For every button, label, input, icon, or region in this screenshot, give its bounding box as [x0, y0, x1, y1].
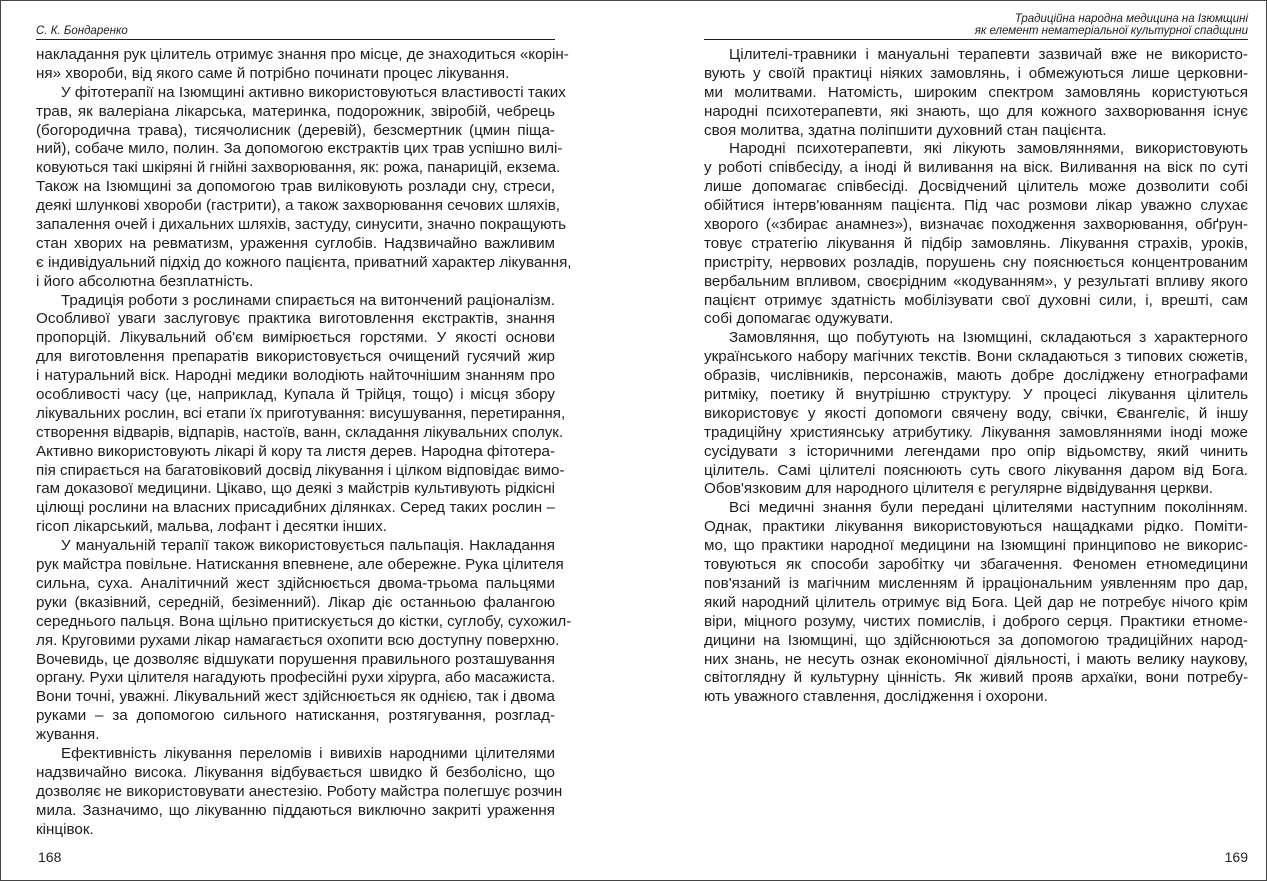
text-line: руки (вказівний, середній, безіменний). Лікар діє останньою фалангою — [36, 593, 555, 611]
text-line: лікувальних рослин, всі етапи їх приготування: висушування, перетирання, — [36, 404, 566, 422]
running-head — [36, 12, 555, 40]
text-line: пов'язаний із магічним мисленням й ірраціональним уявленням про дар, — [704, 574, 1248, 592]
text-line: особливості часу (це, наприклад, Купала й Трійця, тощо) і місця збору — [36, 386, 555, 404]
text-line: Вочевидь, це дозволяє відшукати порушення правильного розташування — [36, 650, 555, 668]
text-line: Традиція роботи з рослинами спирається на витончений раціоналізм. — [61, 291, 555, 309]
paragraph — [36, 83, 572, 292]
text-line: запалення очей і дихальних шляхів, застуду, синусити, значно покращують — [36, 216, 567, 234]
text-line: вербальним впливом, своєрідним «кодуванням», у результаті впливу якого — [704, 272, 1248, 290]
paragraph — [704, 46, 1248, 140]
text-line: кінцівок. — [36, 820, 94, 838]
text-line: ритміку, поетику й внутрішню структуру. У процесі лікування цілитель — [704, 386, 1248, 404]
text-line: Замовляння, що побутують на Ізюмщині, складаються з характерного — [729, 329, 1248, 347]
text-line: сусідувати з історичними легендами про опір відьомству, який чинить — [704, 442, 1248, 460]
text-line: гісоп лікарський, мальва, лофант і десятки інших. — [36, 518, 387, 536]
page-number: 168 — [38, 849, 62, 865]
text-line: ми молитвами. Натомість, широким спектром замовлянь користуються — [704, 83, 1248, 101]
text-line: Народні психотерапевти, які лікують замовляннями, використовують — [729, 140, 1248, 158]
text-line: Особливої уваги заслуговує практика виготовлення екстрактів, знання — [36, 310, 555, 328]
paragraph — [36, 291, 566, 538]
text-line: хворого («збирає анамнез»), визначає походження захворювання, обґрун- — [704, 216, 1248, 234]
text-line: товуються як способи заробітку чи збагачення. Феномен етномедицини — [704, 556, 1248, 574]
text-line: гам доказової медицини. Цікаво, що деякі з майстрів культивують рідкісні — [36, 480, 555, 498]
text-line: віри, міцного розуму, чистих помислів, і доброго серця. Практики етноме- — [704, 612, 1248, 630]
text-line: деякі шлункові хвороби (гастрити), а також захворювання сечових шляхів, — [36, 197, 560, 215]
text-line: Вони точні, уважні. Лікувальний жест здійснюється як однією, так і двома — [36, 688, 555, 706]
text-line: і його абсолютна безплатність. — [36, 272, 254, 290]
text-line: своя молитва, здатна поліпшити духовний стан пацієнта. — [704, 121, 1107, 139]
text-line: ня» хвороби, від якого саме й потрібно починати процес лікування. — [36, 64, 510, 82]
text-line: рук майстра повільне. Натискання впевнене, але обережне. Рука цілителя — [36, 556, 564, 574]
text-line: світоглядну й культурну цінність. Як живий прояв архаїки, вони потребу- — [704, 669, 1248, 687]
text-line: Обов'язковим для народного цілителя є регулярне відвідування церкви. — [704, 480, 1214, 498]
left-page — [36, 0, 572, 881]
text-line: дицини на Ізюмщині, що здійснюються за допомогою традиційних народ- — [704, 631, 1248, 649]
text-line: мо, що практики народної медицини на Ізюмщині принципово не викорис- — [704, 537, 1248, 555]
paragraph — [36, 46, 569, 84]
author-name: С. К. Бондаренко — [36, 25, 128, 37]
text-line: дозволяє не використовувати анестезію. Роботу майстра полегшує розчин — [36, 782, 563, 800]
paragraph — [36, 744, 563, 839]
text-line: використовує у якості допомоги свячену воду, свічки, Євангеліє, й іншу — [704, 404, 1248, 422]
text-line: Також на Ізюмщині за допомогою трав виліковують розлади сну, стреси, — [36, 178, 555, 196]
text-line: собі допомагає одужувати. — [704, 310, 894, 328]
text-line: ний), собаче мило, полин. За допомогою екстрактів цих трав успішно вилі- — [36, 140, 563, 158]
text-line: середнього пальця. Вона щільно притискується до кістки, суглобу, сухожил- — [36, 612, 572, 630]
text-line: українського набору магічних текстів. Вони складаються з типових сюжетів, — [704, 348, 1248, 366]
text-line: сильна, суха. Аналітичний жест здійснюється двома-трьома пальцями — [36, 574, 555, 592]
text-line: ля. Круговими рухами лікар намагається охопити всю доступну поверхню. — [36, 631, 560, 649]
text-line: Ефективність лікування переломів і вивихів народними цілителями — [61, 744, 555, 762]
text-line: органу. Рухи цілителя нагадують професійні рухи хірурга, або масажиста. — [36, 669, 556, 687]
text-line: створення відварів, відпарів, настоїв, ванн, складання лікувальних сполук. — [36, 423, 564, 441]
text-line: Активно використовують лікарі й кору та листя дерев. Народна фітотера- — [36, 442, 555, 460]
text-line: пропорцій. Лікувальний об'єм вимірюється горстями. У якості основи — [36, 329, 555, 347]
paragraph — [36, 537, 572, 745]
running-title-line-2: як елемент нематеріальної культурної спадщини — [974, 25, 1248, 37]
text-line: для виготовлення препаратів використовується очищений гусячий жир — [36, 348, 555, 366]
text-line: Всі медичні знання були передані цілителями наступним поколінням. — [729, 499, 1248, 517]
text-line: стан хворих на ревматизм, ураження суглобів. Надзвичайно важливим — [36, 234, 555, 252]
text-line: який народний цілитель отримує від Бога. Цей дар не потребує нічого крім — [704, 593, 1248, 611]
text-line: товує стратегію лікування й підбір замовлянь. Лікування страхів, уроків, — [704, 234, 1248, 252]
text-line: Цілителі-травники і мануальні терапевти зазвичай вже не використо- — [729, 46, 1248, 63]
paragraph — [704, 329, 1248, 499]
text-line: ковуються такі шкіряні й гнійні захворювання, як: рожа, панарицій, екзема. — [36, 159, 561, 177]
running-head — [704, 12, 1248, 40]
text-line: надзвичайно висока. Лікування відбувається швидко й безболісно, що — [36, 763, 555, 781]
text-line: і натуральний віск. Народні медики володіють найточнішим знанням про — [36, 367, 555, 385]
text-line: пія спирається на багатовіковий досвід лікування і цілком відповідає вимо- — [36, 461, 565, 479]
text-line: цілитель. Самі цілителі пояснюють суть свого лікування даром від Бога. — [704, 461, 1248, 479]
text-line: обійтися інтерв'юванням пацієнта. Під час розмови лікар уважно слухає — [704, 197, 1248, 215]
text-line: цілющі рослини на власних присадибних ділянках. Серед таких рослин – — [36, 499, 555, 517]
text-line: мила. Зазначимо, що лікуванню піддаються виключно закриті ураження — [36, 801, 555, 819]
right-page — [704, 0, 1248, 881]
text-line: Однак, практики лікування використовуються нащадками рідко. Поміти- — [704, 518, 1248, 536]
paragraph — [704, 140, 1248, 329]
text-line: у роботі співбесіду, а іноді й виливання на віск. Виливання на віск по суті — [704, 159, 1248, 177]
page-number: 169 — [1224, 849, 1248, 865]
text-line: накладання рук цілитель отримує знання про місце, де знаходиться «корін- — [36, 46, 569, 63]
page-body — [36, 46, 572, 839]
text-line: пацієнт отримує здатність мобілізувати свої духовні сили, і, врешті, сам — [704, 291, 1248, 309]
text-line: лише допомагає співбесіді. Досвідчений цілитель може дозволити собі — [704, 178, 1248, 196]
text-line: У фітотерапії на Ізюмщині активно використовуються властивості таких — [61, 83, 566, 101]
text-line: пристріту, нервових розладів, порушень сну пояснюється концентрованим — [704, 253, 1248, 271]
text-line: народні психотерапевти, які знають, що для кожного захворювання існує — [704, 102, 1248, 120]
text-line: жування. — [36, 726, 100, 744]
text-line: руками – за допомогою сильного натискання, розтягування, розглад- — [36, 707, 555, 725]
text-line: ють уважного ставлення, дослідження і охорони. — [704, 688, 1048, 706]
text-line: образів, числівників, персонажів, мають добре досліджену етнографами — [704, 367, 1248, 385]
text-line: (богородична трава), тисячолисник (деревій), безсмертник (цмин піща- — [36, 121, 555, 139]
text-line: У мануальній терапії також використовується пальпація. Накладання — [61, 537, 555, 555]
text-line: вують у своїй практиці ніяких замовлянь, і обмежуються лише церковни- — [704, 64, 1248, 82]
text-line: них знань, не несуть ознак економічної діяльності, і мають велику наукову, — [704, 650, 1248, 668]
paragraph — [704, 499, 1248, 707]
page-body — [704, 46, 1248, 707]
text-line: традиційну християнську атрибутику. Лікування замовляннями іноді може — [704, 423, 1248, 441]
text-line: трав, як валеріана лікарська, материнка, подорожник, звіробій, чебрець — [36, 102, 555, 120]
running-title-line-1: Традиційна народна медицина на Ізюмщині — [1014, 13, 1248, 25]
text-line: є індивідуальний підхід до кожного пацієнта, приватний характер лікування, — [36, 253, 572, 271]
